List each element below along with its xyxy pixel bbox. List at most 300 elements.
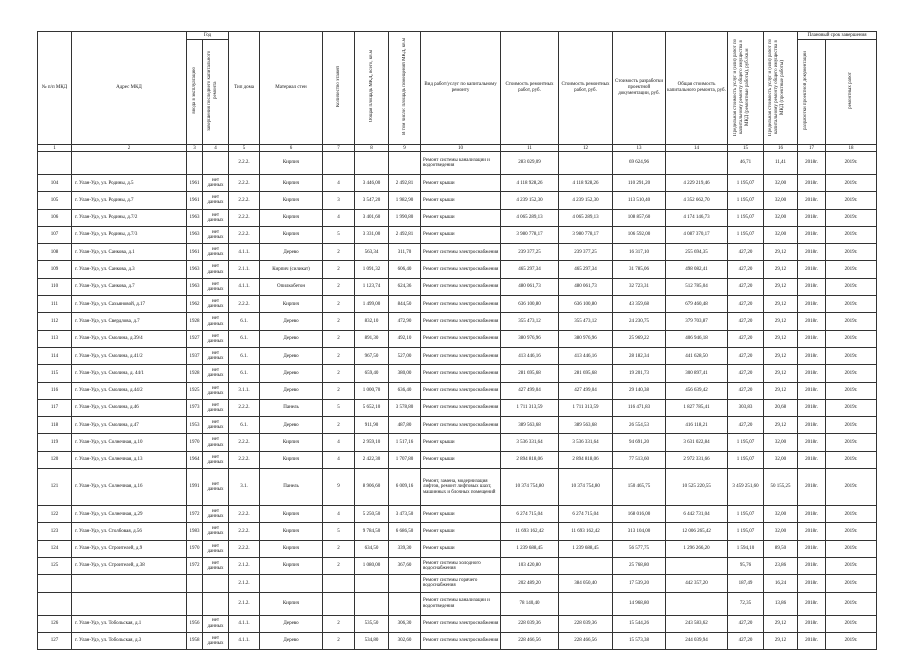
row-plan-design: 2018г. (798, 313, 826, 330)
row-address (72, 575, 187, 592)
row-number: 118 (38, 417, 72, 434)
row-work: Ремонт системы электроснабжения (421, 399, 501, 416)
row-number (38, 152, 72, 175)
row-design-cost: 110 291,20 (613, 175, 666, 192)
row-plan-design: 2018г. (798, 330, 826, 347)
row-total-cost: 2 972 331,66 (666, 451, 728, 468)
row-plan-repair: 2019г. (826, 296, 877, 313)
row-area-total: 1 091,32 (355, 261, 389, 278)
row-type: 2.2.2. (229, 209, 260, 226)
row-floors: 5 (323, 226, 355, 243)
row-design-cost: 19 201,73 (613, 365, 666, 382)
row-plan-repair: 2019г. (826, 347, 877, 364)
row-area-total: 8 906,60 (355, 469, 389, 506)
row-material: Кирпич (260, 192, 323, 209)
row-year-built: 1972 (187, 506, 203, 523)
row-address: г. Улан-Удэ, ул. Строителей, д.9 (72, 540, 187, 557)
row-unit-cost-design: 13,86 (764, 592, 798, 615)
row-year-built: 1961 (187, 175, 203, 192)
row-year-built (187, 592, 203, 615)
row-unit-cost: 187,49 (728, 575, 764, 592)
row-area-total (355, 592, 389, 615)
header-type: Тип дома (229, 32, 260, 145)
row-floors: 4 (323, 434, 355, 451)
row-cost: 228 466,56 (501, 632, 559, 649)
header-material: Материал стен (260, 32, 323, 145)
row-plan-repair: 2019г. (826, 261, 877, 278)
row-year-built (187, 575, 203, 592)
row-year-repair: нет данных (203, 244, 229, 261)
row-year-built: 1963 (187, 209, 203, 226)
row-area-total: 1 123,74 (355, 278, 389, 295)
row-unit-cost-design: 29,12 (764, 365, 798, 382)
row-area-living: 3 578,80 (389, 399, 421, 416)
row-area-total: 534,80 (355, 632, 389, 649)
row-area-living (389, 575, 421, 592)
row-floors: 2 (323, 313, 355, 330)
row-floors: 2 (323, 540, 355, 557)
row-cost2: 2 894 818,06 (559, 451, 613, 468)
row-material: Дерево (260, 347, 323, 364)
row-cost: 480 061,73 (501, 278, 559, 295)
row-area-total: 911,90 (355, 417, 389, 434)
row-plan-repair: 2019г. (826, 469, 877, 506)
row-plan-design: 2018г. (798, 261, 826, 278)
row-address: г. Улан-Удэ, ул. Тобольская, д.3 (72, 632, 187, 649)
row-type: 2.2.2. (229, 523, 260, 540)
row-unit-cost: 1 195,07 (728, 451, 764, 468)
row-unit-cost: 427,20 (728, 296, 764, 313)
row-plan-repair: 2019г. (826, 152, 877, 175)
header-unit-cost-design: Предельная стоимость услуг и (или) работ по капитальному ремонту общего имущества в МКД (проектные работы) (767, 37, 785, 136)
row-cost2 (559, 152, 613, 175)
row-number: 107 (38, 226, 72, 243)
row-address: г. Улан-Удэ, ул. Родины, д.7/3 (72, 226, 187, 243)
row-type: 2.2.2. (229, 399, 260, 416)
row-cost2: 355 473,12 (559, 313, 613, 330)
row-year-repair: нет данных (203, 382, 229, 399)
table-row (38, 226, 877, 243)
row-design-cost: 150 465,75 (613, 469, 666, 506)
row-plan-design: 2018г. (798, 632, 826, 649)
row-plan-repair: 2019г. (826, 575, 877, 592)
row-area-total (355, 575, 389, 592)
row-work: Ремонт крыши (421, 451, 501, 468)
row-cost2: 4 065 289,13 (559, 209, 613, 226)
row-cost2: 1 239 688,45 (559, 540, 613, 557)
row-cost: 6 274 715,04 (501, 506, 559, 523)
row-plan-repair: 2019г. (826, 209, 877, 226)
row-number: 113 (38, 330, 72, 347)
row-year-repair: нет данных (203, 296, 229, 313)
row-total-cost (666, 557, 728, 574)
row-unit-cost-design: 29,12 (764, 417, 798, 434)
row-year-built: 1961 (187, 244, 203, 261)
row-total-cost: 416 118,21 (666, 417, 728, 434)
row-address: г. Улан-Удэ, ул. Солнечная, д.29 (72, 506, 187, 523)
row-cost2 (559, 592, 613, 615)
row-address (72, 152, 187, 175)
row-material: Кирпич (260, 540, 323, 557)
row-total-cost: 6 442 731,04 (666, 506, 728, 523)
row-material: Кирпич (260, 296, 323, 313)
row-work: Ремонт крыши (421, 540, 501, 557)
row-plan-design: 2018г. (798, 296, 826, 313)
row-plan-repair: 2019г. (826, 278, 877, 295)
row-cost: 78 140,40 (501, 592, 559, 615)
row-cost2: 465 297,34 (559, 261, 613, 278)
row-plan-repair: 2019г. (826, 592, 877, 615)
table-row (38, 540, 877, 557)
row-work: Ремонт системы электроснабжения (421, 313, 501, 330)
row-area-living: 844,50 (389, 296, 421, 313)
column-number: 18 (826, 145, 877, 152)
row-unit-cost-design: 16,24 (764, 575, 798, 592)
row-design-cost: 29 140,38 (613, 382, 666, 399)
row-year-repair: нет данных (203, 469, 229, 506)
row-year-built: 1973 (187, 399, 203, 416)
row-design-cost: 25 969,22 (613, 330, 666, 347)
row-address: г. Улан-Удэ, ул. Санкова, д.7 (72, 278, 187, 295)
row-number: 110 (38, 278, 72, 295)
row-cost: 355 473,12 (501, 313, 559, 330)
row-total-cost: 4 229 219,46 (666, 175, 728, 192)
row-unit-cost: 427,20 (728, 244, 764, 261)
row-year-built (187, 152, 203, 175)
row-design-cost: 15 573,38 (613, 632, 666, 649)
row-type: 6.1. (229, 347, 260, 364)
row-number: 117 (38, 399, 72, 416)
row-plan-repair: 2019г. (826, 399, 877, 416)
row-cost: 380 976,96 (501, 330, 559, 347)
header-total-cost: Общая стоимость капитального ремонта, руб. (666, 32, 728, 145)
row-unit-cost: 427,20 (728, 261, 764, 278)
row-cost: 4 065 289,13 (501, 209, 559, 226)
row-number: 126 (38, 615, 72, 632)
row-year-built: 1964 (187, 451, 203, 468)
row-year-repair: нет данных (203, 175, 229, 192)
table-row (38, 417, 877, 434)
row-unit-cost-design: 29,12 (764, 632, 798, 649)
row-area-total: 3 547,20 (355, 192, 389, 209)
row-area-total: 634,50 (355, 540, 389, 557)
row-work: Ремонт крыши (421, 523, 501, 540)
row-area-total: 5 652,10 (355, 399, 389, 416)
row-year-repair: нет данных (203, 557, 229, 574)
row-year-built: 1925 (187, 382, 203, 399)
row-floors (323, 152, 355, 175)
row-number: 127 (38, 632, 72, 649)
column-number: 8 (355, 145, 389, 152)
header-address: Адрес МКД (72, 32, 187, 145)
row-floors: 2 (323, 382, 355, 399)
row-year-repair: нет данных (203, 313, 229, 330)
row-address: г. Улан-Удэ, ул. Солнечная, д.16 (72, 469, 187, 506)
row-number: 114 (38, 347, 72, 364)
row-unit-cost: 427,20 (728, 615, 764, 632)
row-material: Панель (260, 399, 323, 416)
row-year-repair: нет данных (203, 417, 229, 434)
row-area-total: 2 959,10 (355, 434, 389, 451)
row-area-living: 311,70 (389, 244, 421, 261)
row-cost: 1 239 688,45 (501, 540, 559, 557)
row-year-repair: нет данных (203, 278, 229, 295)
row-year-repair: нет данных (203, 209, 229, 226)
table-row (38, 175, 877, 192)
table-row (38, 469, 877, 506)
row-work: Ремонт крыши (421, 209, 501, 226)
row-type: 2.1.2. (229, 557, 260, 574)
row-year-repair: нет данных (203, 540, 229, 557)
row-plan-repair: 2019г. (826, 434, 877, 451)
row-type: 2.2.2. (229, 506, 260, 523)
row-number: 106 (38, 209, 72, 226)
row-unit-cost-design: 29,12 (764, 330, 798, 347)
row-plan-repair: 2019г. (826, 451, 877, 468)
row-year-built: 1953 (187, 417, 203, 434)
row-type: 4.1.1. (229, 615, 260, 632)
row-cost2: 4 118 928,26 (559, 175, 613, 192)
row-address: г. Улан-Удэ, ул. Санкова, д.3 (72, 261, 187, 278)
row-cost2: 239 377,25 (559, 244, 613, 261)
row-type: 2.2.2. (229, 296, 260, 313)
header-plan-repair: ремонтных работ (848, 72, 854, 109)
row-number: 104 (38, 175, 72, 192)
table-body (38, 145, 877, 650)
row-type: 2.1.2. (229, 575, 260, 592)
table-header (38, 32, 877, 145)
row-area-living: 2 492,81 (389, 175, 421, 192)
row-type: 6.1. (229, 330, 260, 347)
row-year-repair (203, 575, 229, 592)
header-area-living: В том числе: площадь помещений МКД, кв.м (401, 38, 407, 135)
row-area-living: 2 492,81 (389, 226, 421, 243)
row-year-repair: нет данных (203, 192, 229, 209)
row-floors: 2 (323, 347, 355, 364)
row-area-living: 1 990,80 (389, 209, 421, 226)
row-material: Кирпич (260, 175, 323, 192)
row-cost2: 11 693 162,42 (559, 523, 613, 540)
row-area-living: 492,10 (389, 330, 421, 347)
row-address: г. Улан-Удэ, ул. Санкова, д.1 (72, 244, 187, 261)
row-unit-cost: 427,20 (728, 278, 764, 295)
row-total-cost: 244 039,94 (666, 632, 728, 649)
row-cost2: 228 039,36 (559, 615, 613, 632)
row-area-total: 891,30 (355, 330, 389, 347)
row-unit-cost-design: 20,68 (764, 399, 798, 416)
row-total-cost: 1 296 266,20 (666, 540, 728, 557)
table-row (38, 365, 877, 382)
row-year-built: 1970 (187, 434, 203, 451)
row-floors: 4 (323, 209, 355, 226)
row-unit-cost: 427,20 (728, 382, 764, 399)
row-total-cost: 12 006 265,42 (666, 523, 728, 540)
row-cost: 2 894 818,06 (501, 451, 559, 468)
row-floors: 5 (323, 399, 355, 416)
column-number: 11 (501, 145, 559, 152)
row-unit-cost-design: 29,12 (764, 261, 798, 278)
row-unit-cost: 72,35 (728, 592, 764, 615)
row-plan-design: 2018г. (798, 417, 826, 434)
row-plan-design: 2018г. (798, 469, 826, 506)
row-material: Дерево (260, 365, 323, 382)
row-cost: 1 711 313,59 (501, 399, 559, 416)
row-unit-cost: 1 195,07 (728, 523, 764, 540)
row-work: Ремонт системы электроснабжения (421, 632, 501, 649)
row-year-repair (203, 152, 229, 175)
row-design-cost: 31 785,06 (613, 261, 666, 278)
header-work: Вид работ/услуг по капитальному ремонту (421, 32, 501, 145)
row-address: г. Улан-Удэ, ул. Строителей, д.38 (72, 557, 187, 574)
row-type: 2.2.2. (229, 175, 260, 192)
table-row (38, 192, 877, 209)
row-plan-repair: 2019г. (826, 192, 877, 209)
row-material (260, 575, 323, 592)
row-number: 124 (38, 540, 72, 557)
table-row (38, 557, 877, 574)
row-plan-design: 2018г. (798, 152, 826, 175)
row-work: Ремонт системы электроснабжения (421, 278, 501, 295)
row-unit-cost: 1 195,07 (728, 209, 764, 226)
row-design-cost: 56 577,75 (613, 540, 666, 557)
header-plan-group: Плановый срок завершения (798, 32, 877, 40)
row-work: Ремонт системы электроснабжения (421, 615, 501, 632)
table-row (38, 451, 877, 468)
row-design-cost: 15 544,26 (613, 615, 666, 632)
row-unit-cost-design: 32,00 (764, 523, 798, 540)
row-unit-cost: 1 195,07 (728, 434, 764, 451)
column-number: 5 (229, 145, 260, 152)
row-area-living: 3 473,50 (389, 506, 421, 523)
row-year-repair: нет данных (203, 261, 229, 278)
row-plan-repair: 2019г. (826, 615, 877, 632)
row-area-total: 1 499,00 (355, 296, 389, 313)
row-unit-cost: 46,71 (728, 152, 764, 175)
row-total-cost: 456 639,42 (666, 382, 728, 399)
row-area-living: 487,80 (389, 417, 421, 434)
row-cost: 11 693 162,42 (501, 523, 559, 540)
row-area-total: 2 422,30 (355, 451, 389, 468)
header-cost: Стоимость ремонтных работ, руб. (501, 32, 559, 145)
row-address: г. Улан-Удэ, ул. Смолина, д.41/2 (72, 347, 187, 364)
row-work: Ремонт системы электроснабжения (421, 417, 501, 434)
row-unit-cost-design: 32,00 (764, 175, 798, 192)
row-plan-repair: 2019г. (826, 523, 877, 540)
row-cost: 202 489,20 (501, 575, 559, 592)
row-type: 2.1.2. (229, 592, 260, 615)
row-year-repair: нет данных (203, 226, 229, 243)
row-unit-cost-design: 32,00 (764, 451, 798, 468)
row-work: Ремонт системы канализации и водоотведения (421, 592, 501, 615)
row-plan-repair: 2019г. (826, 226, 877, 243)
table-row (38, 278, 877, 295)
row-type: 2.2.2. (229, 451, 260, 468)
document-page (37, 31, 876, 650)
row-cost: 4 118 928,26 (501, 175, 559, 192)
row-work: Ремонт крыши (421, 175, 501, 192)
row-plan-design: 2018г. (798, 192, 826, 209)
row-plan-design: 2018г. (798, 557, 826, 574)
row-unit-cost: 427,20 (728, 347, 764, 364)
row-year-built: 1963 (187, 261, 203, 278)
row-cost: 3 980 778,17 (501, 226, 559, 243)
row-total-cost: 406 946,18 (666, 330, 728, 347)
row-area-living: 606,40 (389, 261, 421, 278)
row-floors: 2 (323, 244, 355, 261)
row-unit-cost-design: 29,12 (764, 615, 798, 632)
column-number: 6 (260, 145, 323, 152)
row-design-cost: 16 317,10 (613, 244, 666, 261)
row-floors: 5 (323, 523, 355, 540)
row-work: Ремонт системы электроснабжения (421, 330, 501, 347)
row-total-cost (666, 152, 728, 175)
row-total-cost: 442 357,20 (666, 575, 728, 592)
header-year-built: ввода в эксплуатацию (191, 67, 197, 114)
row-floors: 2 (323, 261, 355, 278)
table-row (38, 615, 877, 632)
row-plan-repair: 2019г. (826, 175, 877, 192)
table-row (38, 592, 877, 615)
row-number: 109 (38, 261, 72, 278)
row-cost2: 636 100,80 (559, 296, 613, 313)
row-type: 2.2.2. (229, 152, 260, 175)
row-year-built: 1970 (187, 540, 203, 557)
row-unit-cost: 3 459 251,60 (728, 469, 764, 506)
column-number: 16 (764, 145, 798, 152)
row-cost: 103 420,80 (501, 557, 559, 574)
row-number: 116 (38, 382, 72, 399)
row-work: Ремонт системы электроснабжения (421, 347, 501, 364)
row-cost2: 480 061,73 (559, 278, 613, 295)
row-area-total (355, 152, 389, 175)
row-cost2: 4 239 152,30 (559, 192, 613, 209)
row-area-living (389, 592, 421, 615)
row-address: г. Улан-Удэ, ул. Смолина, д.47 (72, 417, 187, 434)
row-design-cost: 94 691,20 (613, 434, 666, 451)
table-row (38, 347, 877, 364)
header-area-total: Общая площадь МКД, всего, кв.м (368, 50, 374, 123)
row-year-repair: нет данных (203, 399, 229, 416)
row-unit-cost: 1 195,07 (728, 506, 764, 523)
row-design-cost: 24 230,75 (613, 313, 666, 330)
row-plan-design: 2018г. (798, 575, 826, 592)
row-unit-cost-design: 23,86 (764, 557, 798, 574)
row-floors: 4 (323, 175, 355, 192)
row-cost2: 228 466,56 (559, 632, 613, 649)
row-work: Ремонт системы электроснабжения (421, 365, 501, 382)
row-design-cost: 26 554,53 (613, 417, 666, 434)
row-total-cost: 379 703,87 (666, 313, 728, 330)
header-cost2: Стоимость ремонтных работ, руб. (559, 32, 613, 145)
row-address: г. Улан-Удэ, ул. Родины, д.5 (72, 175, 187, 192)
row-unit-cost-design: 29,12 (764, 313, 798, 330)
row-work: Ремонт системы канализации и водоотведения (421, 152, 501, 175)
row-area-total: 535,50 (355, 615, 389, 632)
header-plan-design: разработки проектной документации (802, 51, 808, 130)
row-plan-repair: 2019г. (826, 244, 877, 261)
row-cost2: 281 695,68 (559, 365, 613, 382)
row-design-cost: 17 539,20 (613, 575, 666, 592)
row-cost2: 3 980 778,17 (559, 226, 613, 243)
row-work: Ремонт системы электроснабжения (421, 382, 501, 399)
row-total-cost: 300 897,41 (666, 365, 728, 382)
table-row (38, 244, 877, 261)
row-work: Ремонт системы электроснабжения (421, 244, 501, 261)
row-work: Ремонт крыши (421, 192, 501, 209)
row-area-living: 636,40 (389, 382, 421, 399)
row-plan-repair: 2019г. (826, 506, 877, 523)
row-design-cost: 14 968,80 (613, 592, 666, 615)
